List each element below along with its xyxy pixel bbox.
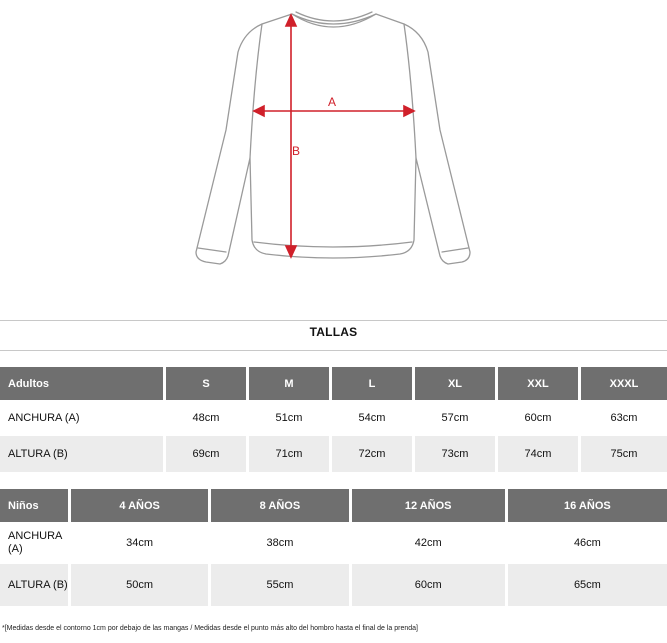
table-cell: 51cm <box>275 412 303 424</box>
table-header-row <box>0 367 667 400</box>
table-cell: 71cm <box>249 436 329 472</box>
table-cell: 73cm <box>415 436 495 472</box>
table-row <box>0 400 667 436</box>
header-cell: Niños <box>0 489 68 522</box>
divider-bottom <box>0 350 667 351</box>
kids-size-table <box>0 489 667 606</box>
table-cell: 48cm <box>192 412 220 424</box>
header-cell: XXXL <box>581 367 667 400</box>
table-cell: 69cm <box>166 436 246 472</box>
row-label: ANCHURA (A) <box>8 530 62 555</box>
table-cell: 42cm <box>414 537 442 549</box>
table-header-row <box>0 489 667 522</box>
table-cell: 38cm <box>266 537 294 549</box>
header-cell: XL <box>415 367 495 400</box>
header-cell: S <box>166 367 246 400</box>
header-cell: 4 AÑOS <box>71 489 208 522</box>
header-cell: XXL <box>498 367 578 400</box>
table-cell: 60cm <box>524 412 552 424</box>
table-cell: 50cm <box>71 564 208 606</box>
table-cell: 34cm <box>126 537 154 549</box>
label-b: B <box>292 144 301 158</box>
row-label: ALTURA (B) <box>0 564 68 606</box>
page-title: TALLAS <box>309 325 358 339</box>
table-cell: 65cm <box>508 564 667 606</box>
adults-size-table <box>0 367 667 472</box>
header-cell: 16 AÑOS <box>508 489 667 522</box>
table-row <box>0 522 667 564</box>
table-cell: 63cm <box>610 412 638 424</box>
table-cell: 54cm <box>358 412 386 424</box>
table-cell: 72cm <box>332 436 412 472</box>
table-row <box>0 436 667 472</box>
header-cell: M <box>249 367 329 400</box>
table-cell: 46cm <box>573 537 601 549</box>
header-cell: 8 AÑOS <box>211 489 348 522</box>
row-label: ANCHURA (A) <box>8 412 80 424</box>
label-a: A <box>328 95 337 109</box>
table-cell: 55cm <box>211 564 348 606</box>
table-cell: 60cm <box>352 564 505 606</box>
table-row <box>0 564 667 606</box>
footnote: *[Medidas desde el contorno 1cm por debajo de las mangas / Medidas desde el punto más alto del hombro hasta el final de la prenda] <box>2 625 418 632</box>
header-cell: L <box>332 367 412 400</box>
header-cell: 12 AÑOS <box>352 489 505 522</box>
divider-top <box>0 320 667 321</box>
header-cell: Adultos <box>0 367 163 400</box>
long-sleeve-tshirt-icon <box>0 0 667 300</box>
row-label: ALTURA (B) <box>0 436 163 472</box>
table-cell: 57cm <box>441 412 469 424</box>
table-cell: 75cm <box>581 436 667 472</box>
table-cell: 74cm <box>498 436 578 472</box>
garment-diagram <box>0 0 667 300</box>
